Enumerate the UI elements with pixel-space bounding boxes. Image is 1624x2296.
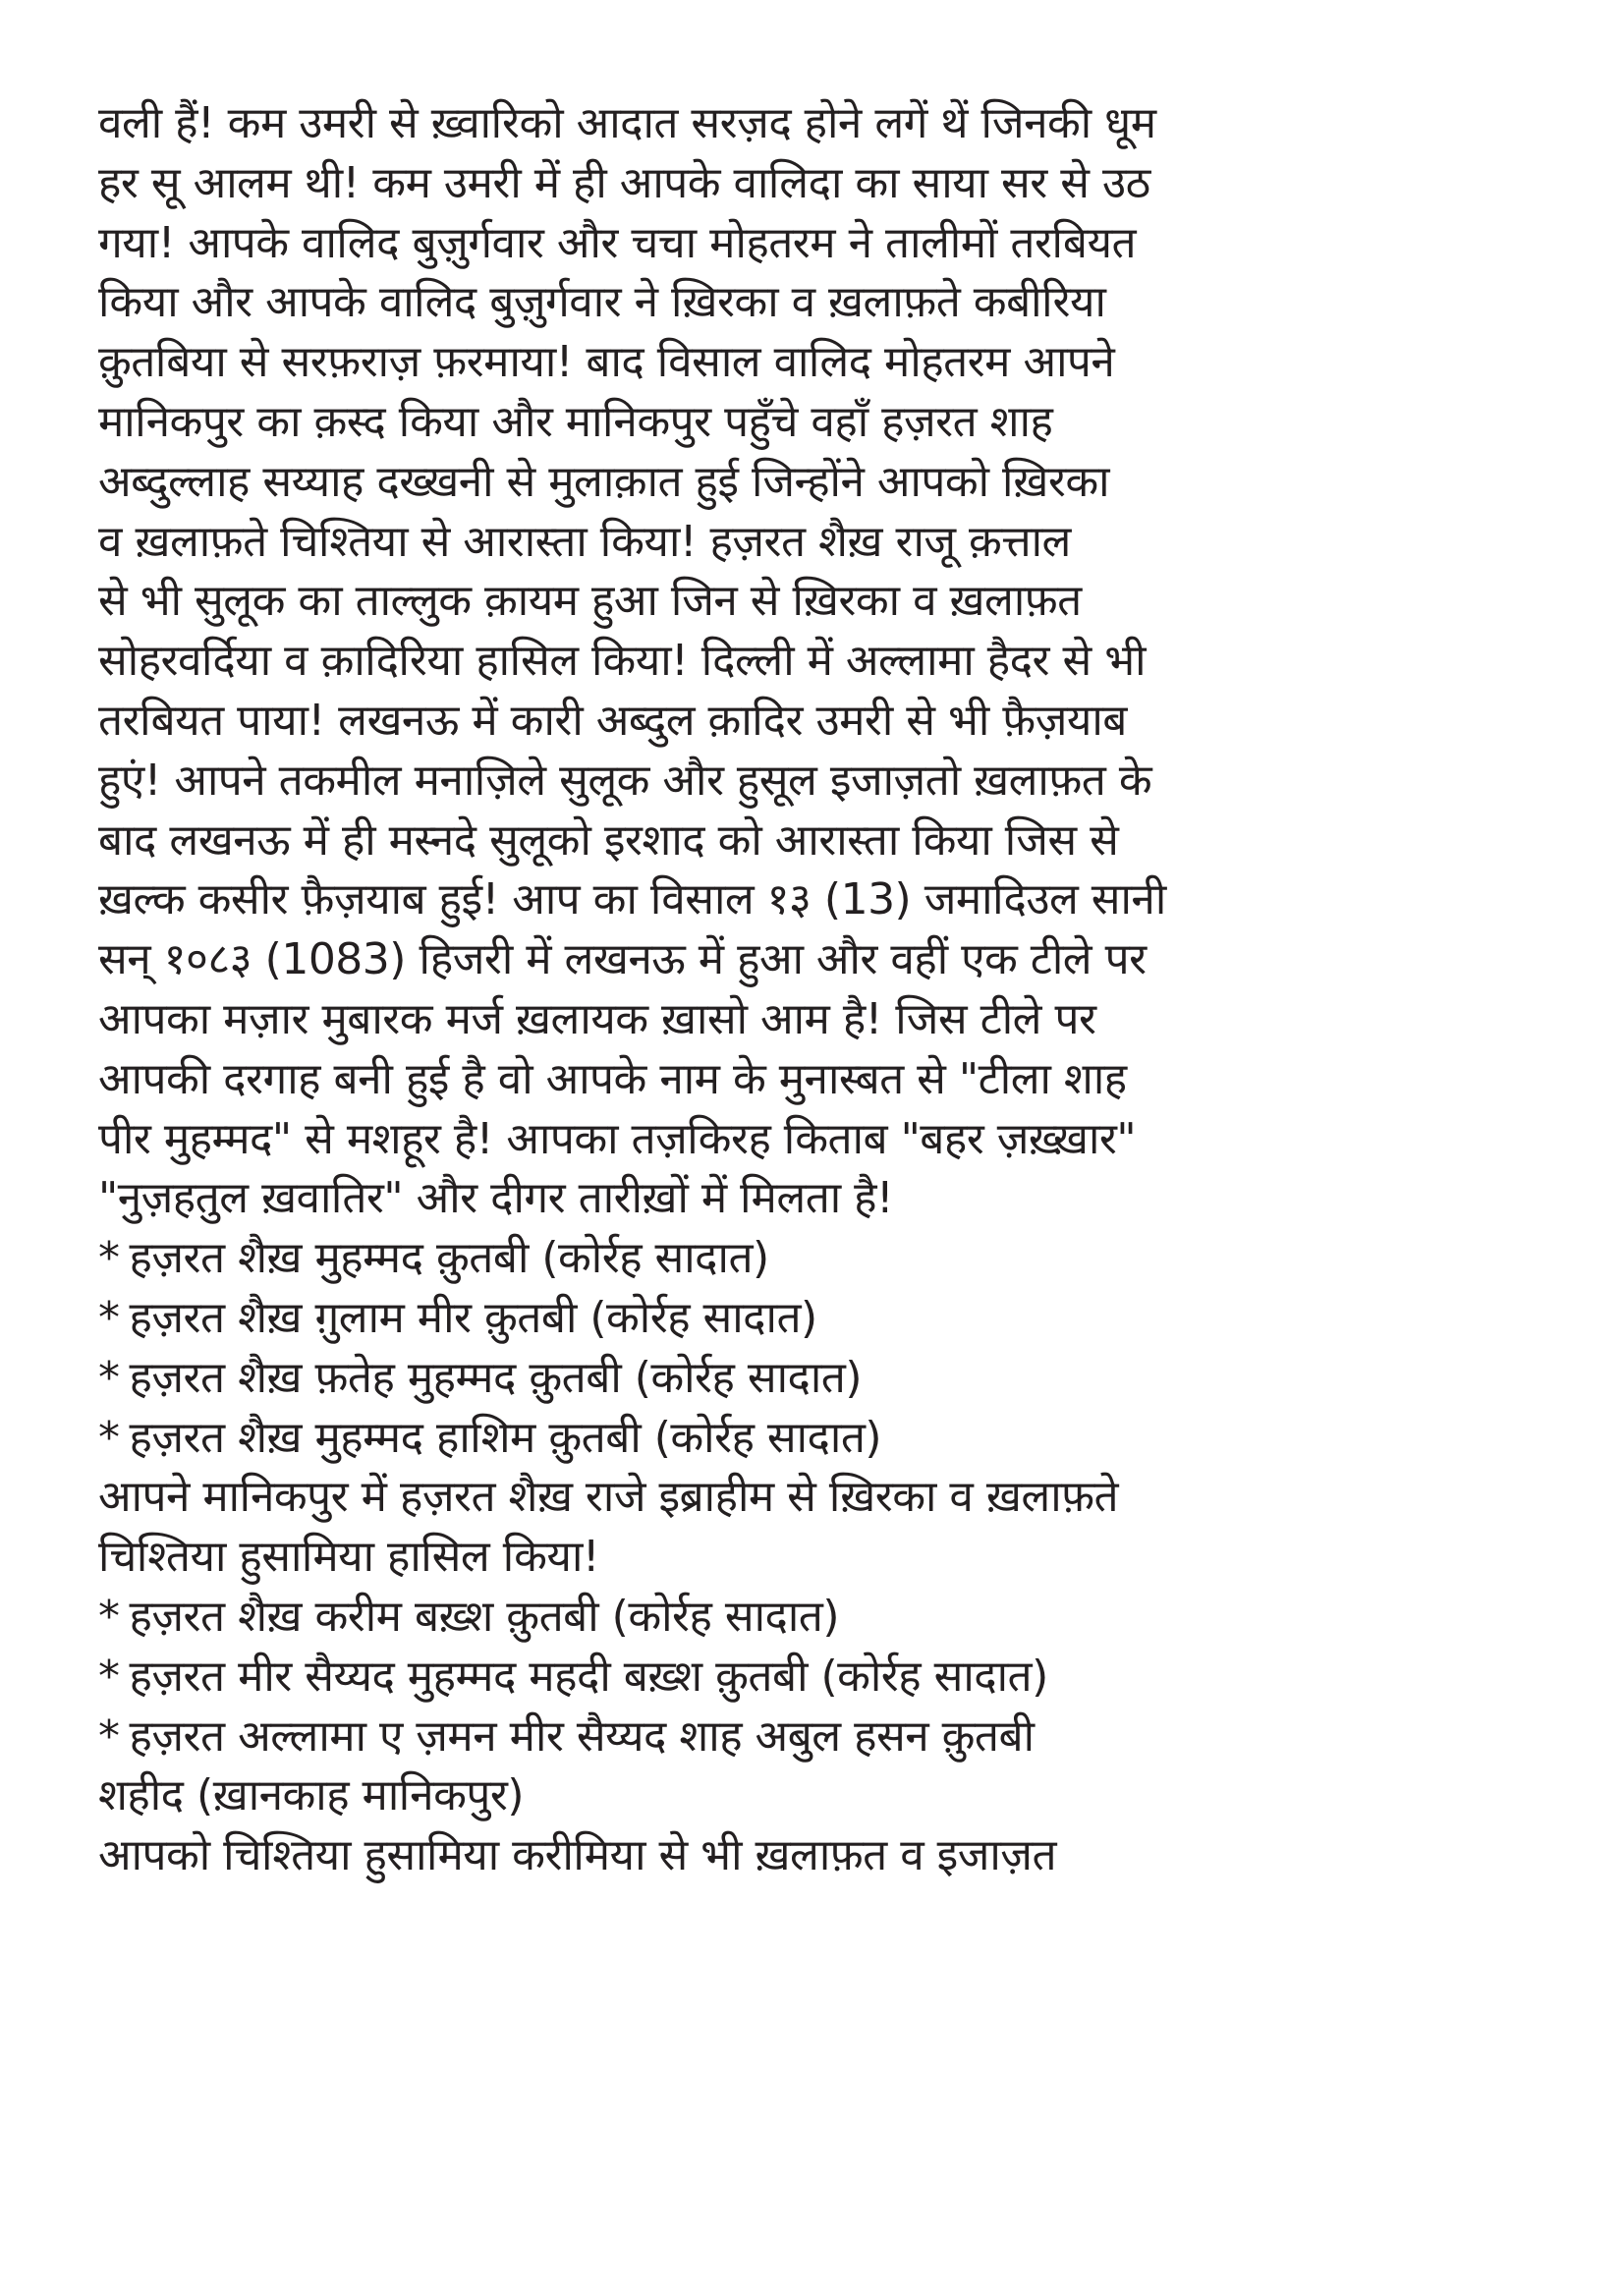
list-item (98, 1588, 1523, 1648)
text-line: हर सू आलम थी! कम उमरी में ही आपके वालिदा का साया सर से उठ (98, 157, 1150, 208)
paragraph-closing (98, 1826, 1523, 1886)
list-item-text: हज़रत शैख़ मुहम्मद हाशिम क़ुतबी (कोर्रह सादात) (129, 1412, 882, 1463)
text-line: चिश्तिया हुसामिया हासिल किया! (98, 1532, 599, 1583)
text-line: पीर मुहम्मद" से मशहूर है! आपका तज़किरह किताब "बहर ज़ख़्ख़ार" (98, 1113, 1137, 1164)
list-item-text: हज़रत मीर सैय्यद मुहम्मद महदी बख़्श क़ुतबी (कोर्रह सादात) (129, 1651, 1048, 1702)
text-line: "नुज़हतुल ख़वातिर" और दीगर तारीख़ों में मिलता है! (98, 1173, 894, 1224)
text-line: बाद लखनऊ में ही मस्नदे सुलूको इरशाद को आरास्ता किया जिस से (98, 814, 1119, 866)
list-item (98, 1409, 1523, 1469)
text-line: सोहरवर्दिया व क़ादिरिया हासिल किया! दिल्ली में अल्लामा हैदर से भी (98, 636, 1147, 687)
text-line: तरबियत पाया! लखनऊ में कारी अब्दुल क़ादिर उमरी से भी फ़ैज़याब (98, 695, 1127, 746)
list-khulafa-1 (98, 1229, 1523, 1468)
text-line: वली हैं! कम उमरी से ख़्वारिको आदात सरज़द होने लगें थें जिनकी धूम (98, 98, 1156, 148)
asterisk-bullet-icon: * (98, 1412, 120, 1463)
text-line: आपका मज़ार मुबारक मर्ज ख़लायक ख़ासो आम है! जिस टीले पर (98, 993, 1096, 1044)
list-item-text: हज़रत शैख़ करीम बख़्श क़ुतबी (कोर्रह सादात) (129, 1591, 840, 1642)
list-item-text: हज़रत शैख़ मुहम्मद क़ुतबी (कोर्रह सादात) (129, 1233, 769, 1284)
text-line: ख़ल्क कसीर फ़ैज़याब हुई! आप का विसाल १३ (13) जमादिउल सानी (98, 874, 1166, 925)
paragraph-biography (98, 94, 1523, 1229)
text-line: आपने मानिकपुर में हज़रत शैख़ राजे इब्राहीम से ख़िरका व ख़लाफ़ते (98, 1472, 1119, 1523)
asterisk-bullet-icon: * (98, 1651, 120, 1702)
text-line: आपकी दरगाह बनी हुई है वो आपके नाम के मुनास्बत से "टीला शाह (98, 1053, 1127, 1104)
list-khulafa-2 (98, 1588, 1523, 1826)
document-page (98, 94, 1523, 1886)
asterisk-bullet-icon: * (98, 1292, 120, 1343)
text-line: मानिकपुर का क़स्द किया और मानिकपुर पहुँचे वहाँ हज़रत शाह (98, 396, 1053, 447)
list-item (98, 1349, 1523, 1409)
list-item-text: हज़रत अल्लामा ए ज़मन मीर सैय्यद शाह अबुल हसन क़ुतबी (129, 1710, 1035, 1762)
text-line: आपको चिश्तिया हुसामिया करीमिया से भी ख़लाफ़त व इजाज़त (98, 1830, 1057, 1881)
text-line: व ख़लाफ़ते चिश्तिया से आरास्ता किया! हज़रत शैख़ राजू क़त्ताल (98, 516, 1071, 567)
asterisk-bullet-icon: * (98, 1352, 120, 1403)
text-line: सन् १०८३ (1083) हिजरी में लखनऊ में हुआ और वहीं एक टीले पर (98, 934, 1147, 985)
asterisk-bullet-icon: * (98, 1233, 120, 1284)
text-line: अब्दुल्लाह सय्याह दख्खनी से मुलाक़ात हुई जिन्होंने आपको ख़िरका (98, 456, 1110, 507)
text-line: क़ुतबिया से सरफ़राज़ फ़रमाया! बाद विसाल वालिद मोहतरम आपने (98, 337, 1115, 388)
list-item (98, 1229, 1523, 1289)
text-line: से भी सुलूक का ताल्लुक क़ायम हुआ जिन से ख़िरका व ख़लाफ़त (98, 576, 1082, 627)
list-item-text: हज़रत शैख़ ग़ुलाम मीर क़ुतबी (कोर्रह सादात) (129, 1292, 817, 1343)
asterisk-bullet-icon: * (98, 1591, 120, 1642)
list-item-continuation: शहीद (ख़ानकाह मानिकपुर) (98, 1770, 525, 1821)
paragraph-manikpur (98, 1468, 1523, 1588)
text-line: गया! आपके वालिद बुज़ुर्गवार और चचा मोहतरम ने तालीमों तरबियत (98, 217, 1137, 268)
text-line: हुएं! आपने तकमील मनाज़िले सुलूक और हुसूल इजाज़तो ख़लाफ़त के (98, 755, 1152, 806)
list-item (98, 1648, 1523, 1708)
asterisk-bullet-icon: * (98, 1710, 120, 1762)
list-item (98, 1289, 1523, 1349)
text-line: किया और आपके वालिद बुज़ुर्गवार ने ख़िरका व ख़लाफ़ते कबीरिया (98, 277, 1106, 328)
list-item-text: हज़रत शैख़ फ़तेह मुहम्मद क़ुतबी (कोर्रह सादात) (129, 1352, 863, 1403)
list-item (98, 1708, 1523, 1767)
